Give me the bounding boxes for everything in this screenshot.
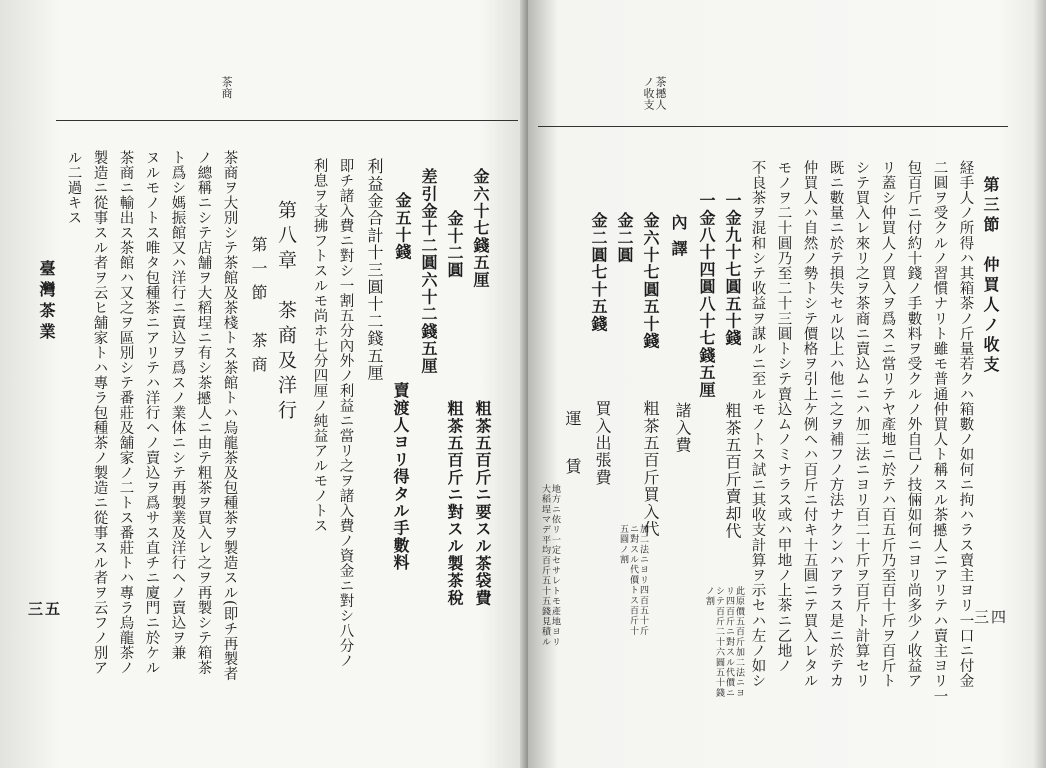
right-amount-1: 一金九十七圓五十錢	[723, 192, 742, 347]
right-page	[528, 0, 1046, 768]
left-col-15: 製造ニ從事スル者ヲ云ヒ舖家トハ專ラ包種茶ノ製造ニ從事スル者ヲ云フノ別ア	[91, 150, 108, 675]
left-header-rule	[56, 120, 518, 121]
left-col-7: 利息ヲ支拂フトスルモ尚ホ七分四厘ノ純益アルモノトス	[311, 158, 328, 533]
right-col-2: 二圓ヲ受クルノ習慣ナリト雖モ普通仲買人ト稱スル茶𢷾人ニアリテハ賣主ヨリ一	[931, 160, 948, 704]
right-amount-5: 金二圓七十五錢	[589, 212, 608, 333]
right-running-header: 茶𢷾人ノ收支	[642, 76, 667, 111]
right-col-3: 包百斤ニ付約十錢ノ手數料ヲ受クルノ外自己ノ技倆如何ニヨリ尚多少ノ收益ア	[905, 160, 922, 689]
left-col-1: 金六十七錢五厘	[471, 168, 490, 289]
annot-freight: 運 賃	[563, 410, 582, 482]
chapter-title: 第八章 茶商及洋行	[275, 200, 297, 425]
breakdown-label: 內譯	[669, 214, 688, 266]
left-annot-2: 粗茶五百斤ニ對スル製茶稅	[445, 400, 464, 607]
right-col-9: 不良茶ヲ混和シテ收益ヲ謀ルニ至ルモノトス試ニ其收支計算ヲ示セハ左ノ如シ	[749, 160, 766, 689]
left-col-10: 茶商ヲ大別シテ茶館及茶棧トス茶館トハ烏龍茶及包種茶ヲ製造スル(即チ再製者	[221, 150, 238, 682]
annot-expenses: 諸入費	[673, 402, 692, 454]
left-col-3: 差引金十二圓六十二錢五厘	[419, 168, 438, 375]
left-col-4: 金五十錢	[393, 192, 412, 261]
left-col-6: 即チ諸入費ニ對シ一割五分內外ノ利益ニ當リ之ヲ諸入費ノ資金ニ對シ八分ノ	[337, 158, 354, 668]
left-annot-3: 賣渡人ヨリ得タル手數料	[391, 382, 410, 572]
right-col-5: シテ買入レ來リ之ヲ茶商ニ賣込ムニハ加二法ニヨリ百二十斤ヲ百斤ト計算セリ	[853, 160, 870, 689]
left-col-2: 金十二圓	[445, 210, 464, 279]
annot-freight-note: 地方ニ依リ一定セサレトモ產地ヨリ大稻埕マデ平均百斤五十五錢見積ル	[540, 484, 560, 648]
scan-edge-right	[1034, 0, 1046, 768]
left-running-header: 茶商	[220, 76, 233, 99]
right-col-6: 既ニ數量ニ於テ損失セル以上ハ他ニ之ヲ補フノ方法ナクンハアラス是ニ於テカ	[827, 160, 844, 689]
right-section-title: 第三節 仲買人ノ收支	[981, 176, 1000, 376]
section-title-left: 第一節 茶商	[249, 236, 268, 380]
left-footer-title: 臺灣茶業	[37, 260, 56, 344]
left-col-16: ル二過キス	[65, 150, 82, 225]
right-col-8: モノヲ二十圓乃至二十三圓トシテ賣込ムノミナラス或ハ甲地ノ上茶ニ乙地ノ	[775, 160, 792, 674]
annot-sale-price: 粗茶五百斤賣却代	[723, 402, 742, 540]
annot-purchase-price: 粗茶五百斤買入代	[641, 400, 660, 538]
right-amount-2: 一金八十四圓八十七錢五厘	[697, 192, 716, 399]
right-col-1: 経手人ノ所得ハ其箱茶ノ斤量若クハ箱數ノ如何ニ拘ハラス賣主ヨリ一口ニ付金	[957, 160, 974, 689]
right-page-number: 三四	[974, 608, 1009, 626]
annot-travel-cost: 買入出張費	[593, 400, 612, 486]
left-col-12: ト爲シ媽振館又ハ洋行ニ賣込ヲ爲スノ業体ニシテ再製業及洋行ヘノ賣込ヲ兼	[169, 150, 186, 660]
right-col-7: 仲買人ハ自然ノ勢トシテ價格ヲ引上ケ例ヘハ百斤ニ付キ十五圓ニテ買入レタル	[801, 160, 818, 689]
right-amount-4: 金二圓	[615, 212, 634, 264]
left-page-number: 三五	[28, 600, 63, 618]
left-col-13: ヌルモノトス唯タ包種茶ニアリテハ洋行ヘノ賣込ヲ爲サス直チニ廈門ニ於ケル	[143, 150, 160, 675]
left-annot-1: 粗茶五百斤ニ要スル茶袋費	[473, 400, 492, 607]
left-col-11: ノ總稱ニシテ店舗ヲ大稻埕ニ有シ茶𢷾人ニ由テ粗茶ヲ買入レ之ヲ再製シテ箱茶	[195, 150, 212, 675]
left-col-5: 利益金合計十三圓十二錢五厘	[365, 158, 384, 382]
annot-sale-price-note: 此原價五百斤加二法ニヨリ四百斤ニ對スル代價ニシテ百斤二十六圓五十錢ノ割	[704, 586, 744, 699]
right-amount-3: 金六十七圓五十錢	[641, 212, 660, 350]
left-col-14: 茶商ニ輸出ス茶館ハ又之ヲ區別シテ番莊及舖家ノ二トス番莊トハ專ラ烏龍茶ノ	[117, 150, 134, 675]
annot-purchase-note: 加二法ニヨリ四百五十斤ニ對スル代價トス百斤十五圓ノ割	[618, 524, 648, 637]
right-header-rule	[538, 126, 1008, 127]
right-col-4: リ蓋シ仲買人ノ買入ヲ爲スニ當リテヤ產地ニ於テハ百五斤乃至百十斤ヲ百斤ト	[879, 160, 896, 689]
